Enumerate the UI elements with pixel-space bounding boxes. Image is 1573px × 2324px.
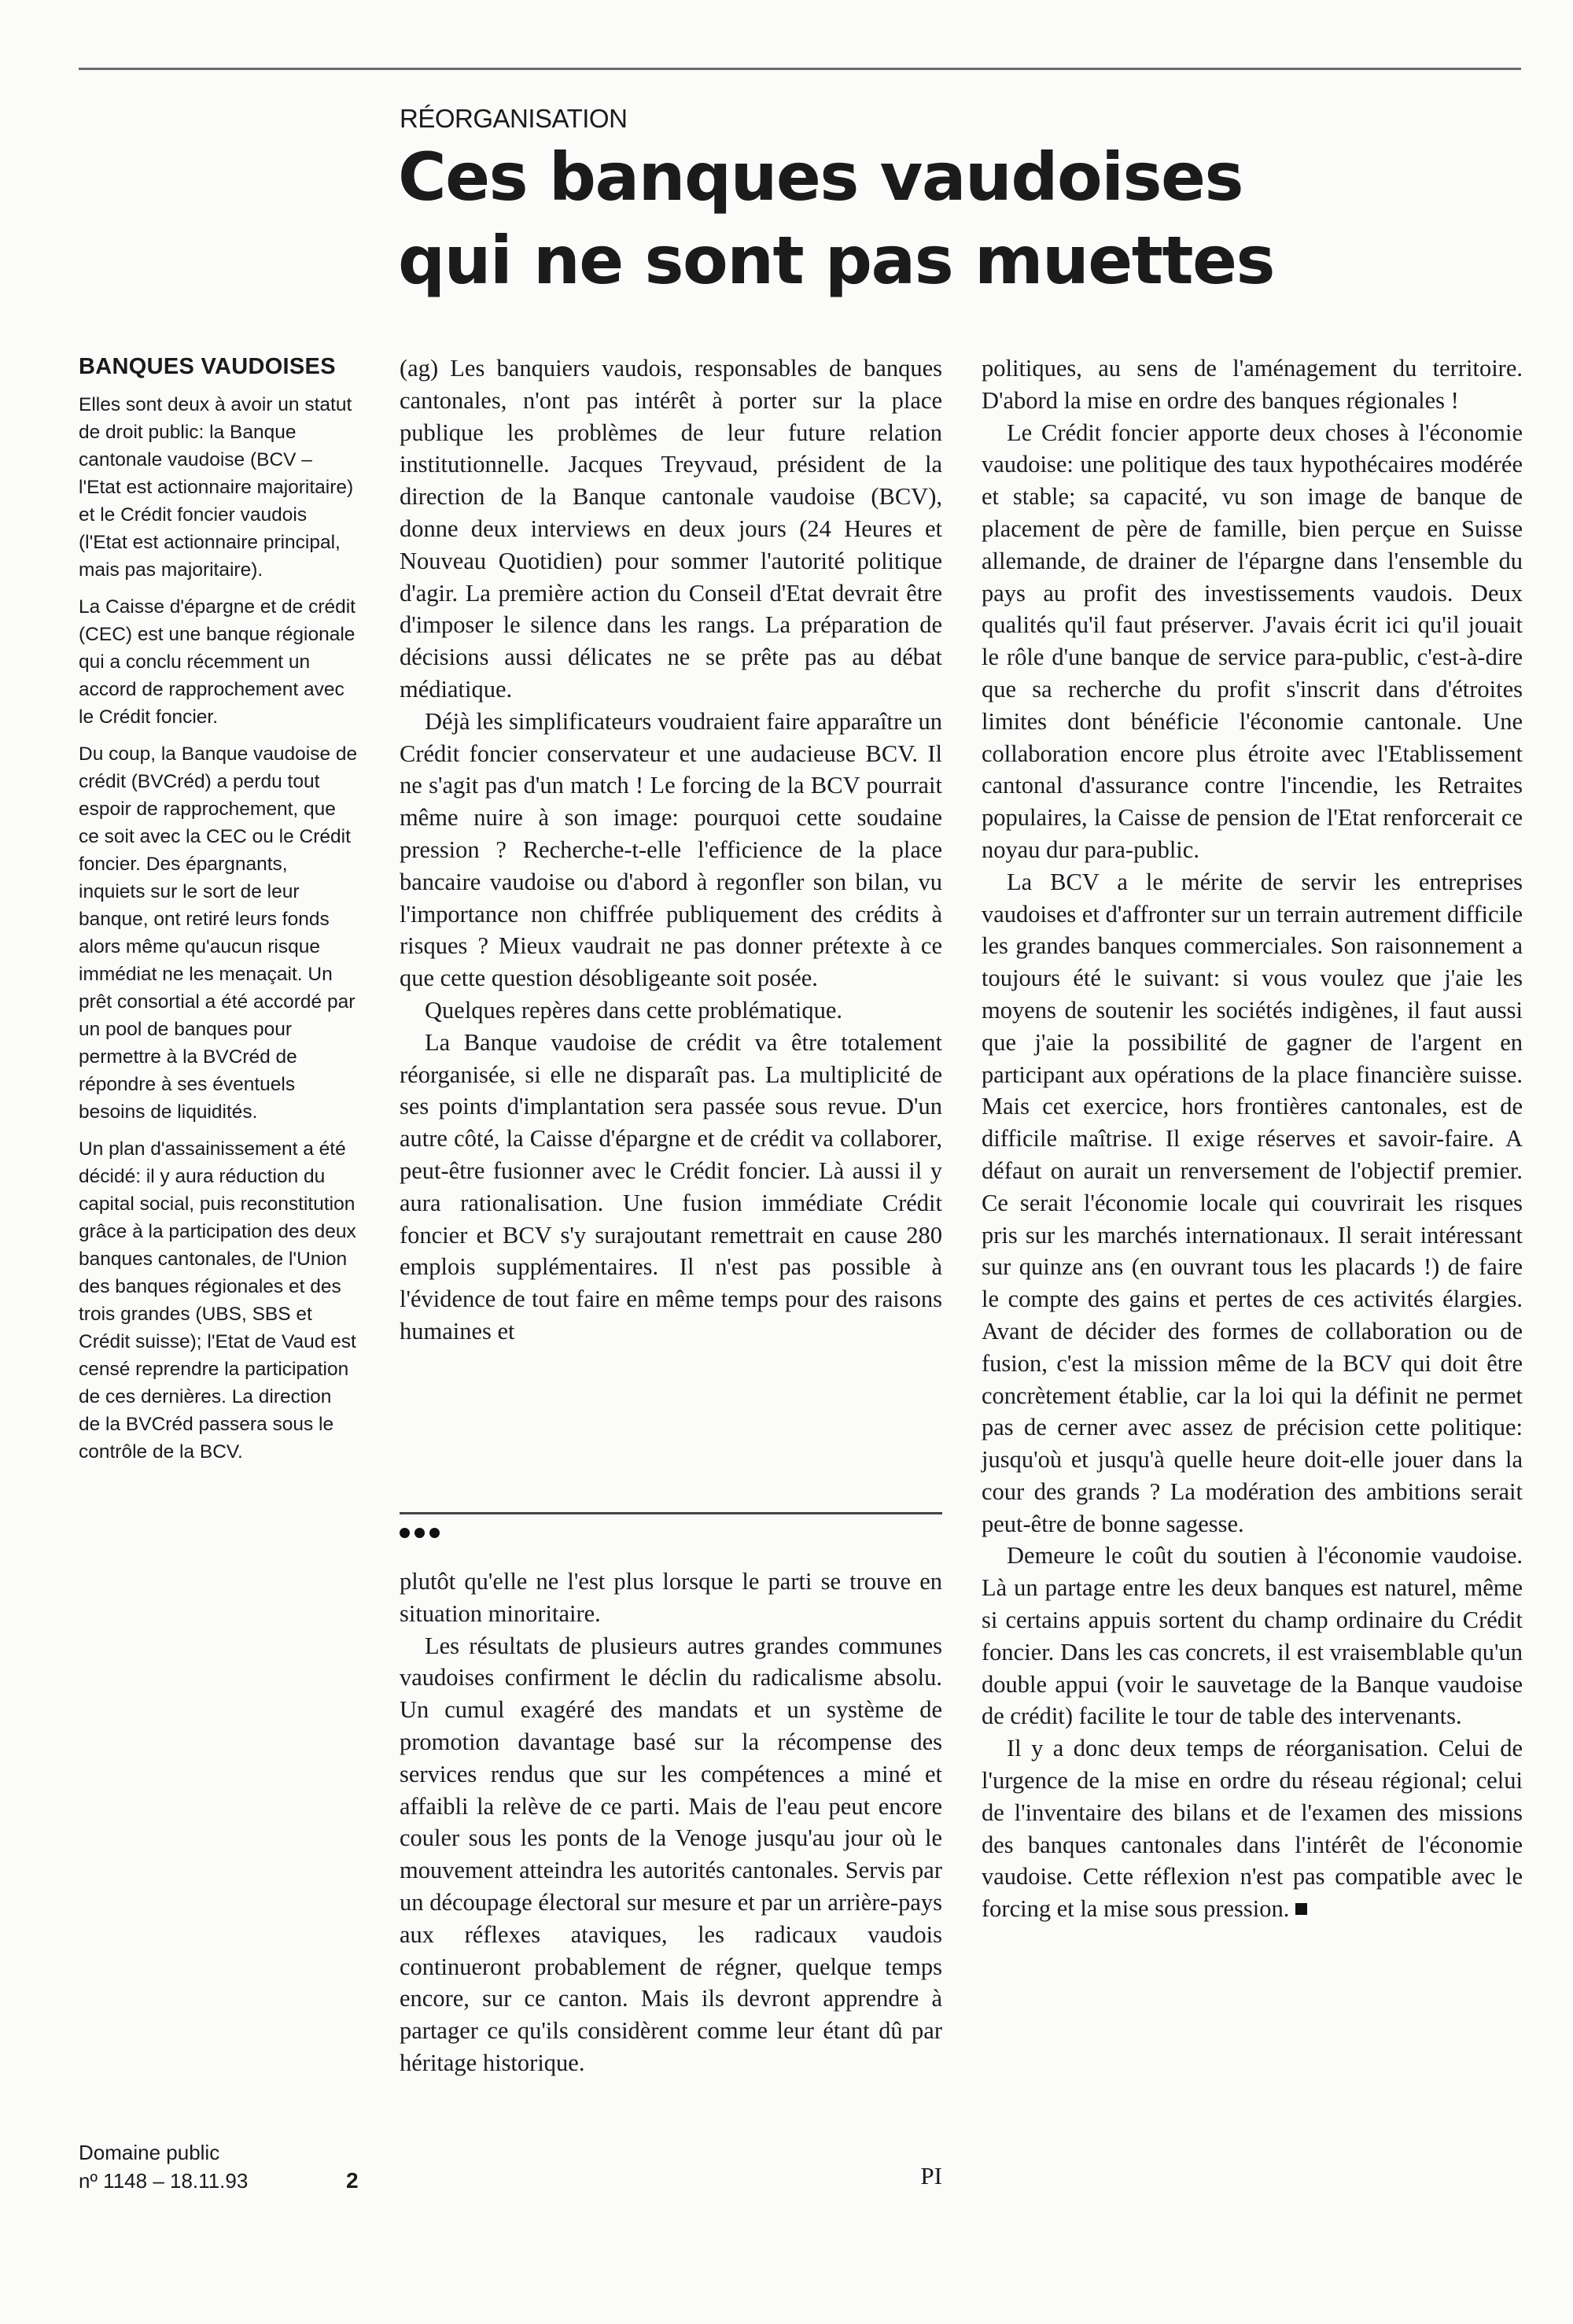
article-paragraph-text: Il y a donc deux temps de réorganisation. Celui de l'urgence de la mise en ordre du réseau régional; celui de l'inventaire des bilans et de l'examen des missions des banques cantonales dans l'intérêt de l'économie vaudoise. Cette réflexion n'est pas compatible avec le forcing et la mise sous pression. bbox=[982, 1735, 1523, 1923]
article-headline bbox=[398, 135, 1499, 302]
issue-number: nº 1148 – 18.11.93 bbox=[79, 2169, 249, 2193]
article-paragraph bbox=[982, 1732, 1523, 1925]
sidebar-box bbox=[79, 354, 358, 1475]
sidebar-title: BANQUES VAUDOISES bbox=[79, 354, 336, 379]
section-kicker: RÉORGANISATION bbox=[400, 104, 628, 133]
article-paragraph: La BCV a le mérite de servir les entreprises vaudoises et d'affronter sur un terrain autrement difficile les grandes banques commerciales. Son raisonnement a toujours été le suivant: si vous voulez que j'aie les moyens de soutenir les sociétés indigènes, il faut aussi que j'aie la possibilité de gagner de l'argent en participant aux opérations de la place financière suisse. Mais cet exercice, hors frontières cantonales, est de difficile maîtrise. Il exige réserves et savoir-faire. A défaut on aurait un renversement de l'objectif premier. Ce serait l'économie locale qui couvrirait les risques pris sur les marchés internationaux. Il serait intéressant sur quinze ans (en ouvrant tous les placards !) de faire le compte des gains et pertes de ces activités élargies. Avant de décider des formes de collaboration ou de fusion, c'est la mission même de la BCV qui doit être concrètement établie, car la loi qui la définit ne permet pas de cerner avec assez de précision cette politique: jusqu'où et jusqu'à quelle heure doit-elle jouer dans la cour des grands ? La modération des ambitions serait peut-être de bonne sagesse. bbox=[982, 868, 1523, 1537]
section-divider bbox=[400, 1512, 942, 1514]
sidebar-paragraph: Un plan d'assainissement a été décidé: il y aura réduction du capital social, puis reconstitution grâce à la participation des deux banques cantonales, de l'Union des banques régionales et des trois grandes (UBS, SBS et Crédit suisse); l'Etat de Vaud est censé reprendre la participation de ces dernières. La direction de la BVCréd passera sous le contrôle de la BCV. bbox=[79, 1138, 356, 1463]
article-paragraph: Quelques repères dans cette problématique. bbox=[425, 996, 842, 1024]
continuation-dots-icon bbox=[400, 1528, 440, 1538]
article-paragraph: La Banque vaudoise de crédit va être totalement réorganisée, si elle ne disparaît pas. La multiplicité de ses points d'implantation sera passée sous revue. D'un autre côté, la Caisse d'épargne et de crédit va collaborer, peut-être fusionner avec le Crédit foncier. Là aussi il y aura rationalisation. Une fusion immédiate Crédit foncier et BCV s'y surajoutant remettrait en cause 280 emplois supplémentaires. Il n'est pas possible à l'évidence de tout faire en même temps pour des raisons humaines et bbox=[400, 1028, 942, 1345]
sidebar-paragraph: La Caisse d'épargne et de crédit (CEC) est une banque régionale qui a conclu récemment un accord de rapprochement avec le Crédit foncier. bbox=[79, 596, 355, 728]
article-column-2-bottom bbox=[400, 1566, 942, 2079]
article-paragraph: Demeure le coût du soutien à l'économie vaudoise. Là un partage entre les deux banques est naturel, même si certains appuis sortent du champ ordinaire du Crédit foncier. Dans les cas concrets, il est vraisemblable qu'un double appui (voir le sauvetage de la Banque vaudoise de crédit) facilite le tour de table des intervenants. bbox=[982, 1542, 1523, 1730]
article-paragraph: Le Crédit foncier apporte deux choses à l'économie vaudoise: une politique des taux hypothécaires modérée et stable; sa capacité, vu son image de banque de placement de père de famille, bien perçue en Suisse allemande, de drainer de l'épargne dans l'ensemble du pays au profit des investissements vaudois. Deux qualités qu'il faut préserver. J'avais écrit ici qu'il jouait le rôle d'une banque de service para-public, c'est-à-dire que sa recherche du profit s'inscrit dans d'étroites limites dont bénéficie l'économie cantonale. Une collaboration encore plus étroite avec l'Etablissement cantonal d'assurance contre l'incendie, les Retraites populaires, la Caisse de pension de l'Etat renforcerait ce noyau dur para-public. bbox=[982, 419, 1523, 863]
article-paragraph: Les résultats de plusieurs autres grandes communes vaudoises confirment le déclin du radicalisme absolu. Un cumul exagéré des mandats et un système de promotion davantage basé sur la récompense des services rendus que sur les compétences a miné et affaibli la relève de ce parti. Mais de l'eau peut encore couler sous les ponts de la Venoge jusqu'au jour où le mouvement atteindra les autorités cantonales. Servis par un découpage électoral sur mesure et par un arrière-pays aux réflexes ataviques, les radicaux vaudois continueront probablement de régner, quelque temps encore, sur ce canton. Mais ils devront apprendre à partager ce qu'ils considèrent comme leur étant dû par héritage historique. bbox=[400, 1632, 942, 2076]
publication-name: Domaine public bbox=[79, 2141, 220, 2164]
headline-line-1: Ces banques vaudoises bbox=[398, 138, 1243, 216]
headline-line-2: qui ne sont pas muettes bbox=[398, 222, 1275, 299]
article-paragraph: politiques, au sens de l'aménagement du territoire. D'abord la mise en ordre des banques régionales ! bbox=[982, 355, 1523, 414]
article-column-2-top bbox=[400, 352, 942, 1348]
article-paragraph: (ag) Les banquiers vaudois, responsables de banques cantonales, n'ont pas intérêt à porter sur la place publique les problèmes de leur future relation institutionnelle. Jacques Treyvaud, président de la direction de la Banque cantonale vaudoise (BCV), donne deux interviews en deux jours (24 Heures et Nouveau Quotidien) pour sommer l'autorité politique d'agir. La première action du Conseil d'Etat devrait être d'imposer le silence dans les rangs. La préparation de décisions aussi délicates ne se prête pas au débat médiatique. bbox=[400, 355, 942, 703]
top-rule bbox=[79, 68, 1521, 70]
sidebar-paragraph: Elles sont deux à avoir un statut de droit public: la Banque cantonale vaudoise (BCV – l'Etat est actionnaire majoritaire) et le Crédit foncier vaudois (l'Etat est actionnaire principal, mais pas majoritaire). bbox=[79, 394, 354, 581]
sidebar-paragraph: Du coup, la Banque vaudoise de crédit (BVCréd) a perdu tout espoir de rapprochement, que ce soit avec la CEC ou le Crédit foncier. Des épargnants, inquiets sur le sort de leur banque, ont retiré leurs fonds alors même qu'aucun risque immédiat ne les menaçait. Un prêt consortial a été accordé par un pool de banques pour permettre à la BVCréd de répondre à ses éventuels besoins de liquidités. bbox=[79, 743, 358, 1123]
article-paragraph: Déjà les simplificateurs voudraient faire apparaître un Crédit foncier conservateur et une audacieuse BCV. Il ne s'agit pas d'un match ! Le forcing de la BCV pourrait même nuire à son image: pourquoi cette soudaine pression ? Recherche-t-elle l'efficience de la place bancaire vaudoise ou d'abord à regonfler son bilan, vu l'importance non chiffrée publiquement des crédits à risques ? Mieux vaudrait ne pas donner prétexte à ce que cette question désobligeante soit posée. bbox=[400, 707, 942, 992]
page-number: 2 bbox=[346, 2168, 359, 2193]
publication-footer bbox=[79, 2138, 248, 2195]
end-of-article-icon bbox=[1295, 1903, 1307, 1915]
article-paragraph: plutôt qu'elle ne l'est plus lorsque le parti se trouve en situation minoritaire. bbox=[400, 1568, 942, 1627]
author-signature: PI bbox=[920, 2162, 942, 2189]
article-column-3 bbox=[982, 352, 1523, 1925]
